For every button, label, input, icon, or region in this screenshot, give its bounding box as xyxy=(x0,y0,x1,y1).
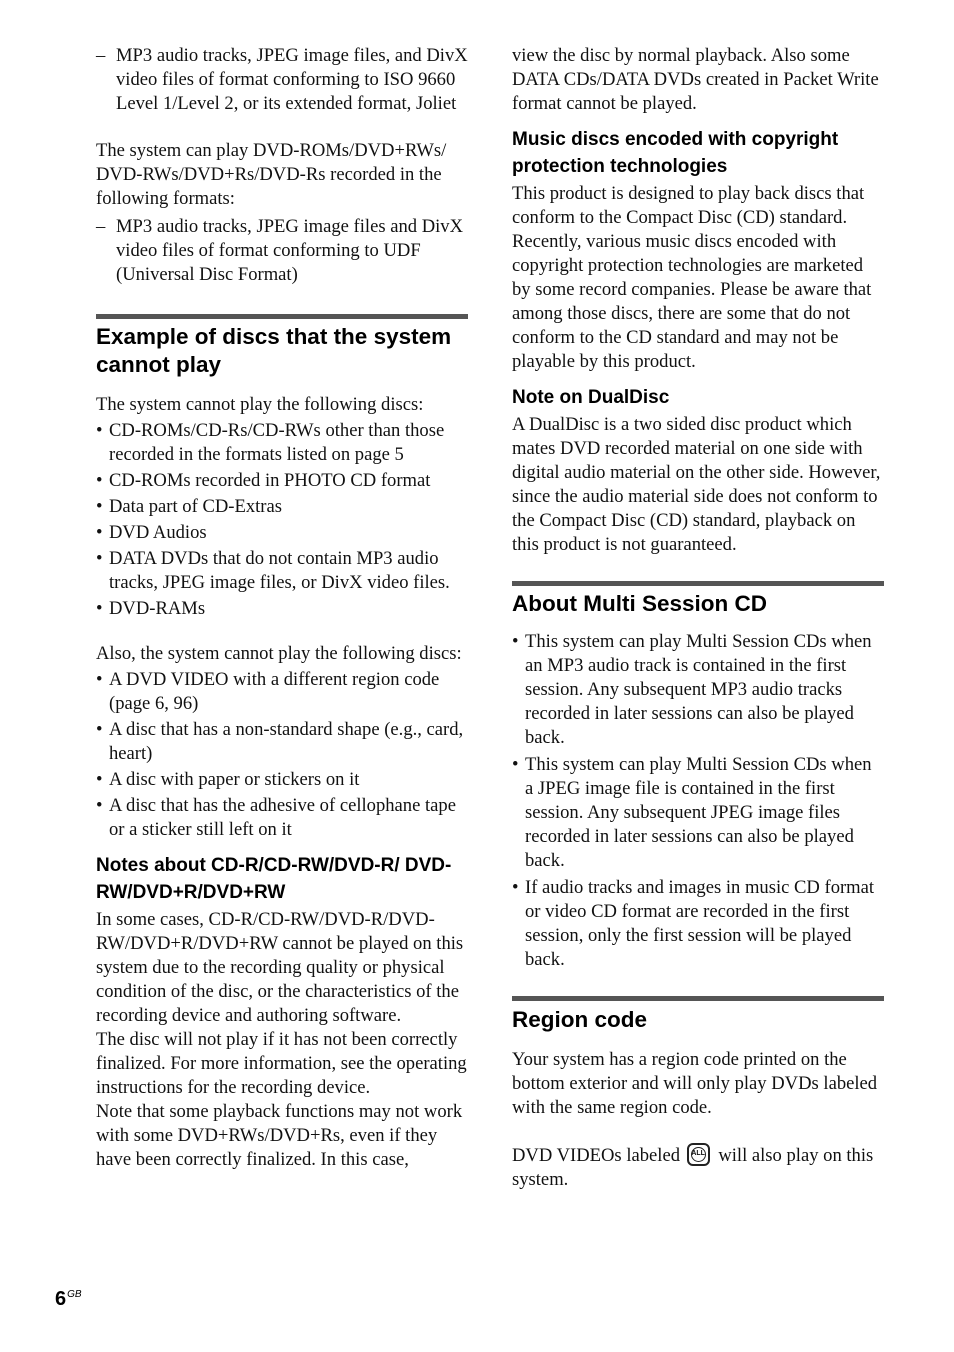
list-item: • A disc with paper or stickers on it xyxy=(96,768,468,792)
iso-format-item: – MP3 audio tracks, JPEG image files, and DivX video files of format conforming to ISO 9660 Level 1/Level 2, or its extended format, Joliet xyxy=(96,44,468,116)
udf-format-item: – MP3 audio tracks, JPEG image files and DivX video files of format conforming to UDF (Universal Disc Format) xyxy=(96,215,468,287)
list-item: • Data part of CD-Extras xyxy=(96,495,468,519)
cannot-play-list xyxy=(96,419,468,621)
region-all-icon-label: ALL xyxy=(691,1150,705,1157)
list-item: • This system can play Multi Session CDs when an MP3 audio track is contained in the first session. Any subsequent MP3 audio tracks recorded in later sessions can also be played back. xyxy=(512,630,884,750)
cannot-play-heading: Example of discs that the system cannot play xyxy=(96,324,452,377)
region-code-paragraph: Your system has a region code printed on the bottom exterior and will only play DVDs labeled with the same region code. xyxy=(512,1049,878,1118)
section-rule xyxy=(512,996,884,1001)
list-item: • DVD-RAMs xyxy=(96,597,468,621)
list-item: • This system can play Multi Session CDs when a JPEG image file is contained in the first session. Any subsequent JPEG image files recorded in later sessions can also be played back. xyxy=(512,753,884,873)
region-all-text-before: DVD VIDEOs labeled xyxy=(512,1145,680,1166)
music-discs-paragraph: This product is designed to play back discs that conform to the Compact Disc (CD) standard. Recently, various music discs encoded with copyright protection technologies are marketed by some record companies. Please be aware that among those discs, there are some that do not conform to the CD standard and may not be playable by this product. xyxy=(512,183,872,372)
page-number-suffix: GB xyxy=(67,1289,82,1300)
region-all-paragraph xyxy=(512,1143,884,1192)
dualdisc-paragraph: A DualDisc is a two sided disc product which mates DVD recorded material on one side with digital audio material on the other side. However, since the audio material side does not conform to the Compact Disc (CD) standard, playback on this product is not guaranteed. xyxy=(512,414,881,555)
list-item: • A disc that has the adhesive of cellophane tape or a sticker still left on it xyxy=(96,794,468,842)
also-cannot-play-list xyxy=(96,668,468,842)
multi-session-heading: About Multi Session CD xyxy=(512,591,767,616)
dualdisc-heading: Note on DualDisc xyxy=(512,387,670,408)
list-item: • CD-ROMs/CD-Rs/CD-RWs other than those recorded in the formats listed on page 5 xyxy=(96,419,468,467)
list-item: • DVD Audios xyxy=(96,521,468,545)
page-number-value: 6 xyxy=(55,1288,67,1310)
region-all-text-after: will also play on this system. xyxy=(512,1145,874,1190)
notes-paragraph: Note that some playback functions may not work with some DVD+RWs/DVD+Rs, even if they have been correctly finalized. In this case, xyxy=(96,1101,463,1170)
notes-cdr-heading: Notes about CD-R/CD-RW/DVD-R/ DVD-RW/DVD+R/DVD+RW xyxy=(96,855,452,903)
page-number xyxy=(55,1283,82,1311)
continuation-paragraph: view the disc by normal playback. Also some DATA CDs/DATA DVDs created in Packet Write format cannot be played. xyxy=(512,45,879,114)
dvd-formats-intro: The system can play DVD-ROMs/DVD+RWs/ DVD-RWs/DVD+Rs/DVD-Rs recorded in the following formats: xyxy=(96,140,447,209)
list-item: • CD-ROMs recorded in PHOTO CD format xyxy=(96,469,468,493)
also-cannot-play-intro: Also, the system cannot play the following discs: xyxy=(96,643,462,664)
multi-session-list xyxy=(512,630,884,972)
music-discs-heading: Music discs encoded with copyright protection technologies xyxy=(512,129,839,177)
section-rule xyxy=(96,314,468,319)
notes-paragraph: In some cases, CD-R/CD-RW/DVD-R/DVD-RW/DVD+R/DVD+RW cannot be played on this system due to the recording quality or physical condition of the disc, or the characteristics of the recording device and authoring software. xyxy=(96,909,464,1026)
list-item: • DATA DVDs that do not contain MP3 audio tracks, JPEG image files, or DivX video files. xyxy=(96,547,468,595)
region-code-heading: Region code xyxy=(512,1007,648,1032)
list-item: • A DVD VIDEO with a different region code (page 6, 96) xyxy=(96,668,468,716)
list-item: • A disc that has a non-standard shape (e.g., card, heart) xyxy=(96,718,468,766)
region-all-globe-icon xyxy=(687,1143,710,1166)
list-item: • If audio tracks and images in music CD format or video CD format are recorded in the first session, only the first session will be played back. xyxy=(512,876,884,972)
notes-paragraph: The disc will not play if it has not been correctly finalized. For more information, see the operating instructions for the recording device. xyxy=(96,1029,467,1098)
cannot-play-intro: The system cannot play the following discs: xyxy=(96,394,424,415)
section-rule xyxy=(512,581,884,586)
left-column xyxy=(96,44,468,1172)
right-column xyxy=(512,44,884,1192)
